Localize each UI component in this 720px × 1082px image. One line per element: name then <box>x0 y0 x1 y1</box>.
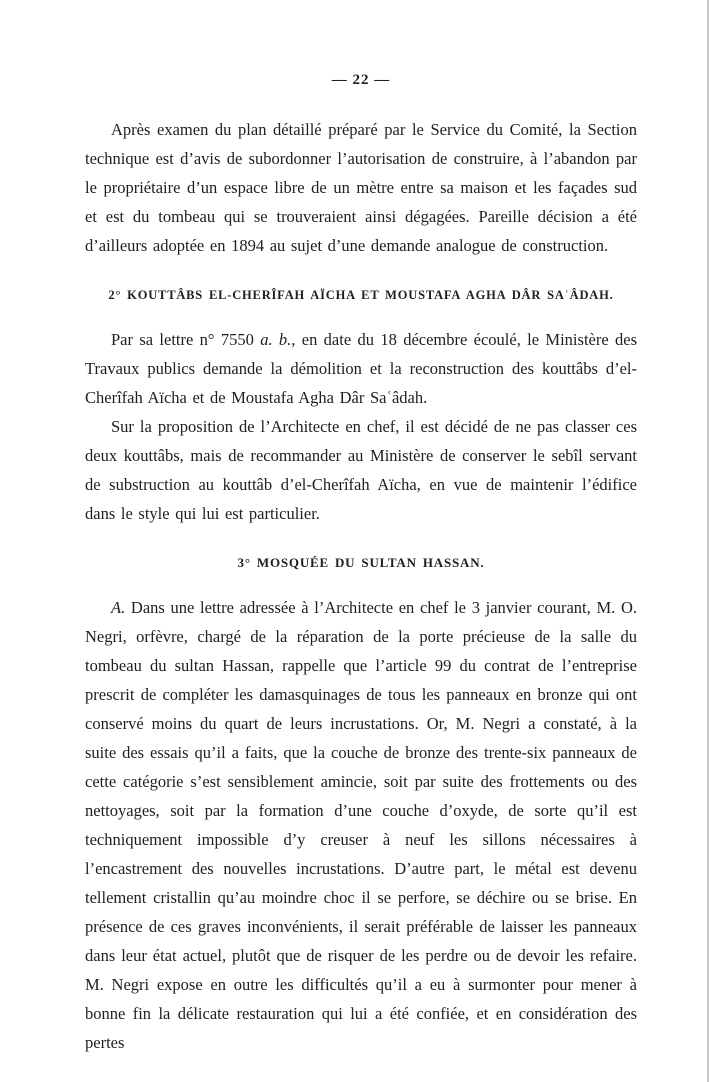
para4-body: Dans une lettre adressée à l’Architecte en chef le 3 janvier courant, M. O. Negri, orfèvre, chargé de la réparation de la porte précieuse de la salle du tombeau du sultan Hassan, rappelle que l’article 99 du contrat de l’entreprise prescrit de compléter les damasquinages de tous les panneaux en bronze qui ont conservé moins du quart de leurs incrustations. Or, M. Negri a constaté, à la suite des essais qu’il a faits, que la couche de bronze des trente-six panneaux de cette catégorie s’est sensiblement amincie, soit par suite des frottements ou des nettoyages, soit par la formation d’une couche d’oxyde, de sorte qu’il est techniquement impossible d’y creuser à neuf les sillons nécessaires à l’encastrement des nouvelles incrustations. D’autre part, le métal est devenu tellement cristallin qu’au moindre choc il se perfore, se déchire ou se brise. En présence de ces graves inconvénients, il serait préférable de laisser les panneaux dans leur état actuel, plutôt que de risquer de les perdre ou de devoir les refaire. M. Negri expose en outre les difficultés qu’il a eu à surmonter pour mener à bonne fin la délicate restauration qui lui a été confiée, et en considération des pertes <box>85 598 637 1052</box>
paragraph-proposition-architecte: Sur la proposition de l’Architecte en chef, il est décidé de ne pas classer ces deux kouttâbs, mais de recommander au Ministère de conserver le sebîl servant de substruction au kouttâb d’el-Cherîfah Aïcha, en vue de maintenir l’édifice dans le style qui lui est particulier. <box>85 417 637 523</box>
section-heading-mosquee-sultan-hassan: 3° MOSQUÉE DU SULTAN HASSAN. <box>237 555 485 570</box>
section-heading-kouttabs: 2° KOUTTÂBS EL-CHERÎFAH AÏCHA ET MOUSTAFA AGHA DÂR SAʿÂDAH. <box>108 288 614 302</box>
page-number: — 22 — <box>331 72 391 88</box>
page-content <box>85 72 637 1057</box>
para2-italic-reference: a. b. <box>260 330 292 349</box>
para2-text-before: Par sa lettre n° 7550 <box>111 330 261 349</box>
scan-edge-line <box>707 0 709 1082</box>
para4-italic-lead: A. <box>111 598 126 617</box>
paragraph-negri-restauration <box>85 593 637 1057</box>
paragraph-lettre-ministere <box>85 325 637 412</box>
paragraph-service-comite: Après examen du plan détaillé préparé par le Service du Comité, la Section technique est d’avis de subordonner l’autorisation de construire, à l’abandon par le propriétaire d’un espace libre de un mètre entre sa maison et les façades sud et est du tombeau qui se trouveraient ainsi dégagées. Pareille décision a été d’ailleurs adoptée en 1894 au sujet d’une demande analogue de construction. <box>85 120 637 255</box>
para2-text-after: , en date du 18 décembre écoulé, le Ministère des Travaux publics demande la démolition et la reconstruction des kouttâbs d’el-Cherîfah Aïcha et de Moustafa Agha Dâr Saʿâdah. <box>85 330 638 407</box>
